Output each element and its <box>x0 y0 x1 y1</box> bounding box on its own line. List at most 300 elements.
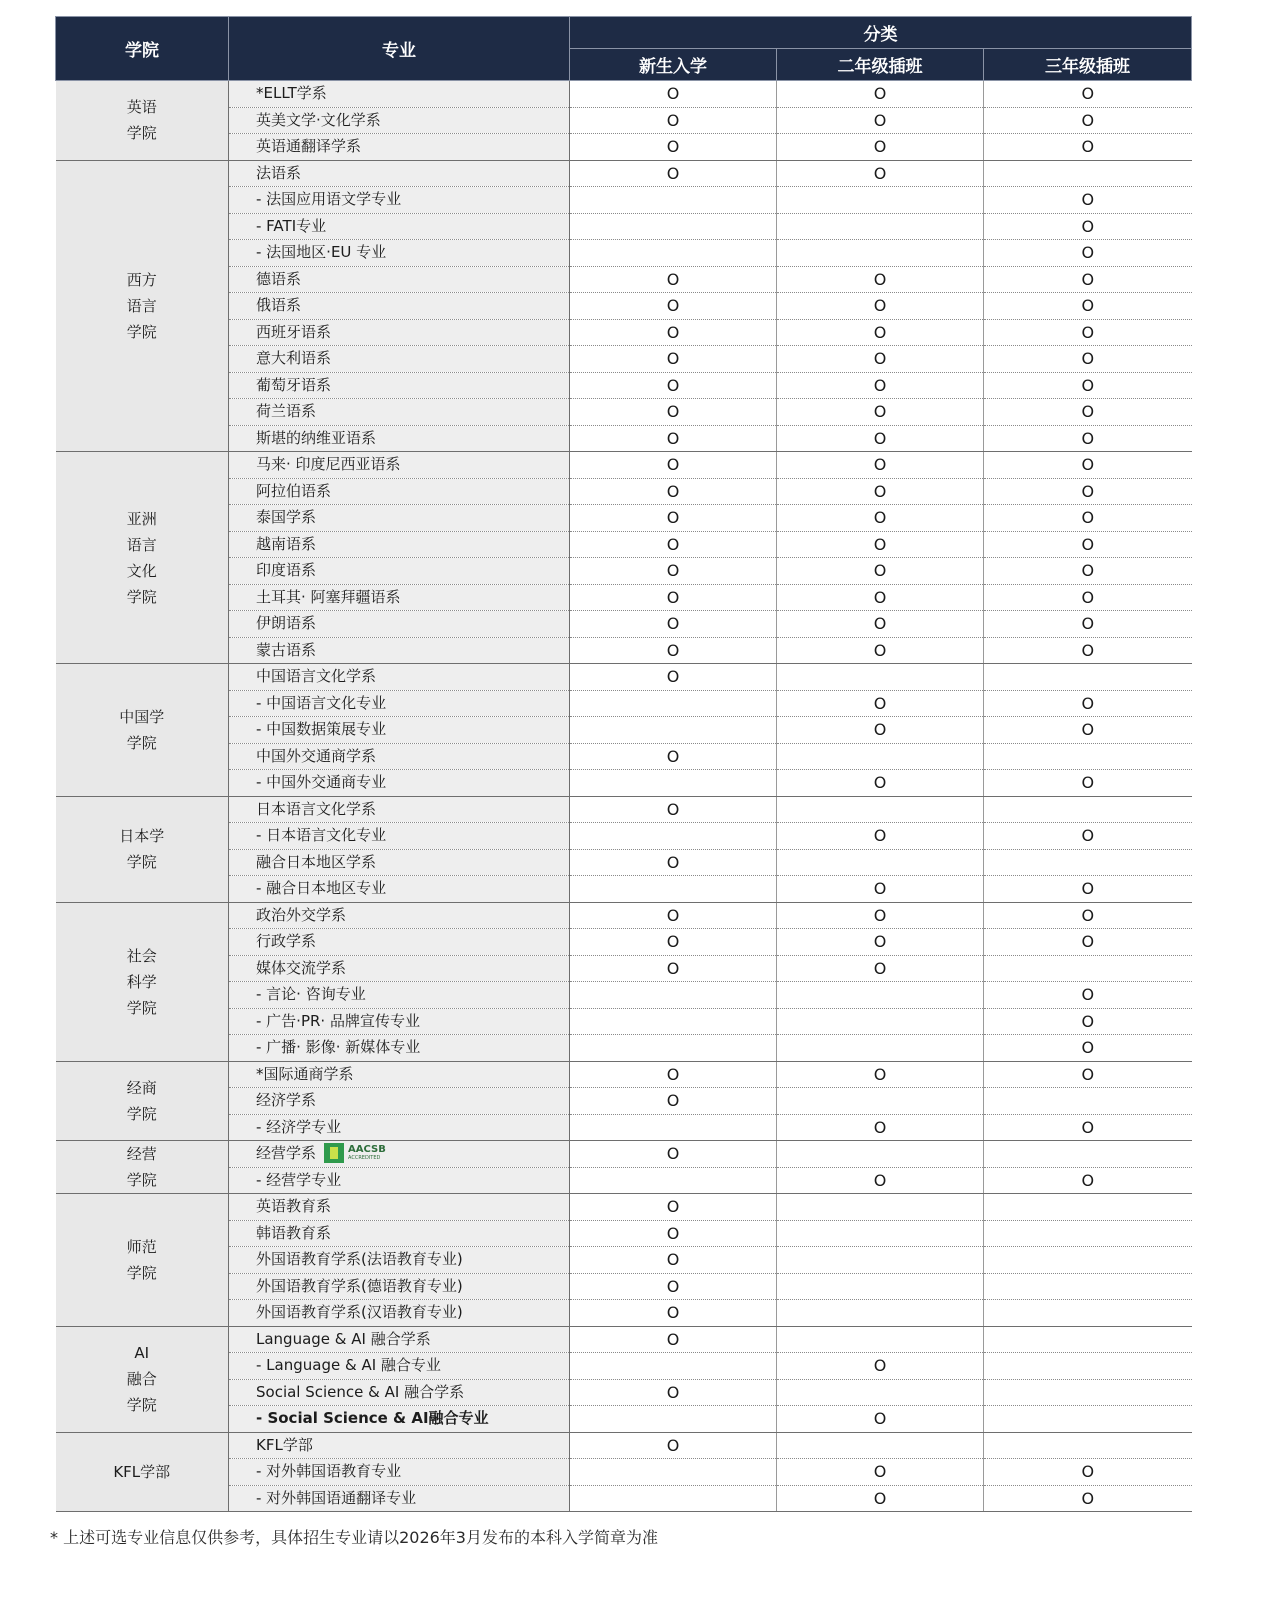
major-cell <box>229 134 570 161</box>
mark-freshman: O <box>570 902 777 929</box>
mark-year2: O <box>777 81 984 108</box>
mark-year3 <box>984 1300 1192 1327</box>
major-label: 英美文学·文化学系 <box>256 110 381 129</box>
mark-year3: O <box>984 452 1192 479</box>
major-cell <box>229 240 570 267</box>
major-label: 英语通翻译学系 <box>256 137 362 156</box>
mark-year2: O <box>777 319 984 346</box>
mark-freshman: O <box>570 425 777 452</box>
major-availability-table <box>55 16 1192 1512</box>
mark-freshman: O <box>570 1247 777 1274</box>
mark-year2 <box>777 187 984 214</box>
major-label: 土耳其· 阿塞拜疆语系 <box>256 587 401 606</box>
major-cell <box>229 1247 570 1274</box>
mark-year3: O <box>984 929 1192 956</box>
mark-year2: O <box>777 770 984 797</box>
major-cell <box>229 505 570 532</box>
major-label: 经营学系 <box>256 1144 317 1163</box>
major-label: 斯堪的纳维亚语系 <box>256 428 377 447</box>
mark-year3 <box>984 1220 1192 1247</box>
mark-year3 <box>984 1326 1192 1353</box>
aacsb-badge-icon <box>324 1143 386 1163</box>
mark-year2 <box>777 1300 984 1327</box>
major-label: 越南语系 <box>256 534 317 553</box>
mark-year2 <box>777 1141 984 1168</box>
mark-freshman: O <box>570 319 777 346</box>
mark-year3 <box>984 796 1192 823</box>
major-label: - 对外韩国语教育专业 <box>256 1462 402 1481</box>
mark-year3 <box>984 664 1192 691</box>
major-cell <box>229 187 570 214</box>
college-cell: 师范 学院 <box>56 1194 229 1327</box>
major-cell <box>229 1326 570 1353</box>
mark-year2: O <box>777 452 984 479</box>
major-label: 葡萄牙语系 <box>256 375 332 394</box>
mark-freshman: O <box>570 134 777 161</box>
mark-year2: O <box>777 505 984 532</box>
table-row <box>56 664 1192 691</box>
major-label: 韩语教育系 <box>256 1223 332 1242</box>
mark-freshman: O <box>570 929 777 956</box>
mark-year3: O <box>984 1167 1192 1194</box>
major-cell <box>229 107 570 134</box>
mark-year3: O <box>984 1035 1192 1062</box>
major-label: 阿拉伯语系 <box>256 481 332 500</box>
mark-year3: O <box>984 876 1192 903</box>
mark-freshman: O <box>570 531 777 558</box>
mark-freshman: O <box>570 81 777 108</box>
mark-year2: O <box>777 717 984 744</box>
major-label: 意大利语系 <box>256 349 332 368</box>
major-label: 中国外交通商学系 <box>256 746 377 765</box>
mark-freshman: O <box>570 1326 777 1353</box>
mark-year3: O <box>984 346 1192 373</box>
mark-year2: O <box>777 1485 984 1512</box>
mark-year2: O <box>777 1061 984 1088</box>
major-label: 印度语系 <box>256 561 317 580</box>
mark-year2 <box>777 1194 984 1221</box>
major-cell <box>229 293 570 320</box>
table-row <box>56 1061 1192 1088</box>
major-cell <box>229 1035 570 1062</box>
header-year2: 二年级插班 <box>777 49 984 81</box>
major-label: 政治外交学系 <box>256 905 347 924</box>
mark-year2: O <box>777 611 984 638</box>
mark-year2 <box>777 1432 984 1459</box>
mark-year3: O <box>984 690 1192 717</box>
mark-freshman: O <box>570 372 777 399</box>
major-label: - 法国地区·EU 专业 <box>256 243 387 262</box>
major-cell <box>229 823 570 850</box>
mark-freshman: O <box>570 505 777 532</box>
major-label: - 日本语言文化专业 <box>256 826 387 845</box>
table-row <box>56 1432 1192 1459</box>
table-row <box>56 160 1192 187</box>
mark-freshman: O <box>570 1379 777 1406</box>
major-label: - 中国外交通商专业 <box>256 773 387 792</box>
mark-year2 <box>777 240 984 267</box>
mark-freshman: O <box>570 796 777 823</box>
major-cell <box>229 1167 570 1194</box>
major-label: 泰国学系 <box>256 508 317 527</box>
major-cell <box>229 478 570 505</box>
mark-year2 <box>777 664 984 691</box>
mark-year2: O <box>777 1406 984 1433</box>
major-label: - 言论· 咨询专业 <box>256 985 366 1004</box>
mark-freshman <box>570 690 777 717</box>
badge-title: AACSB <box>348 1143 386 1155</box>
major-cell <box>229 849 570 876</box>
mark-year2: O <box>777 558 984 585</box>
mark-year3: O <box>984 187 1192 214</box>
mark-year2 <box>777 796 984 823</box>
mark-freshman <box>570 1008 777 1035</box>
mark-year2: O <box>777 1114 984 1141</box>
mark-year3: O <box>984 823 1192 850</box>
mark-freshman: O <box>570 107 777 134</box>
mark-freshman <box>570 1353 777 1380</box>
major-label: *国际通商学系 <box>256 1064 354 1083</box>
major-cell <box>229 1114 570 1141</box>
major-cell <box>229 160 570 187</box>
college-cell: 日本学 学院 <box>56 796 229 902</box>
mark-freshman <box>570 1167 777 1194</box>
mark-freshman <box>570 187 777 214</box>
mark-year3 <box>984 1194 1192 1221</box>
major-label: 伊朗语系 <box>256 614 317 633</box>
mark-year2: O <box>777 293 984 320</box>
major-cell <box>229 1485 570 1512</box>
major-cell <box>229 584 570 611</box>
major-label: - 中国语言文化专业 <box>256 693 387 712</box>
major-label: 行政学系 <box>256 932 317 951</box>
major-cell <box>229 902 570 929</box>
major-cell <box>229 1300 570 1327</box>
major-cell <box>229 346 570 373</box>
major-label: 媒体交流学系 <box>256 958 347 977</box>
mark-year2: O <box>777 1167 984 1194</box>
major-label: - FATI专业 <box>256 216 327 235</box>
mark-year2: O <box>777 399 984 426</box>
mark-year2: O <box>777 1353 984 1380</box>
table-body <box>56 81 1192 1512</box>
mark-freshman <box>570 1459 777 1486</box>
major-cell <box>229 1008 570 1035</box>
major-cell <box>229 213 570 240</box>
major-cell <box>229 637 570 664</box>
major-label: - 法国应用语文学专业 <box>256 190 402 209</box>
mark-freshman: O <box>570 478 777 505</box>
mark-freshman <box>570 1406 777 1433</box>
badge-subtitle: ACCREDITED <box>348 1154 381 1161</box>
mark-freshman <box>570 876 777 903</box>
major-label: - 经营学专业 <box>256 1170 342 1189</box>
mark-year3: O <box>984 1061 1192 1088</box>
mark-year2 <box>777 1326 984 1353</box>
major-cell <box>229 266 570 293</box>
major-label: KFL学部 <box>256 1435 313 1454</box>
footnote: * 上述可选专业信息仅供参考，具体招生专业请以2026年3月发布的本科入学简章为准 <box>50 1528 658 1547</box>
mark-year3 <box>984 1406 1192 1433</box>
major-cell <box>229 1061 570 1088</box>
mark-year2: O <box>777 372 984 399</box>
mark-year3: O <box>984 982 1192 1009</box>
major-label: 外国语教育学系(德语教育专业) <box>256 1276 463 1295</box>
major-cell <box>229 452 570 479</box>
mark-year2: O <box>777 346 984 373</box>
major-cell <box>229 1194 570 1221</box>
table-row <box>56 796 1192 823</box>
mark-year2: O <box>777 478 984 505</box>
major-cell <box>229 1353 570 1380</box>
mark-year3 <box>984 1432 1192 1459</box>
header-year3: 三年级插班 <box>984 49 1192 81</box>
mark-year3: O <box>984 584 1192 611</box>
major-label: - Language & AI 融合专业 <box>256 1356 441 1375</box>
major-cell <box>229 1088 570 1115</box>
major-label: 日本语言文化学系 <box>256 799 377 818</box>
mark-year3: O <box>984 505 1192 532</box>
table-row <box>56 81 1192 108</box>
mark-freshman: O <box>570 664 777 691</box>
college-cell: 西方 语言 学院 <box>56 160 229 452</box>
mark-freshman <box>570 823 777 850</box>
mark-year2: O <box>777 160 984 187</box>
mark-freshman <box>570 982 777 1009</box>
mark-year3: O <box>984 425 1192 452</box>
mark-freshman: O <box>570 584 777 611</box>
mark-year2: O <box>777 107 984 134</box>
major-label: - Social Science & AI融合专业 <box>256 1409 489 1428</box>
major-label: 马来· 印度尼西亚语系 <box>256 455 401 474</box>
major-cell <box>229 1406 570 1433</box>
table-row <box>56 1194 1192 1221</box>
major-label: 德语系 <box>256 269 302 288</box>
major-label: Language & AI 融合学系 <box>256 1329 431 1348</box>
mark-year2 <box>777 849 984 876</box>
major-cell <box>229 399 570 426</box>
major-cell <box>229 770 570 797</box>
major-label: - 广播· 影像· 新媒体专业 <box>256 1038 421 1057</box>
major-table-container <box>55 16 1191 1512</box>
mark-freshman <box>570 1035 777 1062</box>
major-cell <box>229 319 570 346</box>
table-row <box>56 452 1192 479</box>
major-cell <box>229 81 570 108</box>
mark-freshman: O <box>570 452 777 479</box>
mark-year3 <box>984 1379 1192 1406</box>
mark-freshman: O <box>570 1273 777 1300</box>
college-cell: 经营 学院 <box>56 1141 229 1194</box>
mark-freshman: O <box>570 743 777 770</box>
mark-freshman: O <box>570 1061 777 1088</box>
mark-year3 <box>984 849 1192 876</box>
major-cell <box>229 664 570 691</box>
mark-year2: O <box>777 531 984 558</box>
major-cell <box>229 1379 570 1406</box>
mark-year2: O <box>777 690 984 717</box>
major-label: *ELLT学系 <box>256 84 327 103</box>
major-cell <box>229 690 570 717</box>
major-label: - 经济学专业 <box>256 1117 342 1136</box>
mark-year3: O <box>984 134 1192 161</box>
mark-freshman: O <box>570 637 777 664</box>
major-cell <box>229 611 570 638</box>
mark-year2 <box>777 1273 984 1300</box>
major-cell <box>229 982 570 1009</box>
major-cell <box>229 929 570 956</box>
mark-freshman <box>570 717 777 744</box>
mark-year3 <box>984 1088 1192 1115</box>
mark-year3: O <box>984 531 1192 558</box>
mark-year3: O <box>984 107 1192 134</box>
mark-freshman: O <box>570 1432 777 1459</box>
mark-year3 <box>984 160 1192 187</box>
major-cell <box>229 743 570 770</box>
mark-year3 <box>984 955 1192 982</box>
mark-year2: O <box>777 637 984 664</box>
major-cell <box>229 372 570 399</box>
mark-year2: O <box>777 584 984 611</box>
major-label: 中国语言文化学系 <box>256 667 377 686</box>
mark-year3: O <box>984 319 1192 346</box>
major-cell <box>229 1459 570 1486</box>
mark-year3: O <box>984 558 1192 585</box>
major-label: 俄语系 <box>256 296 302 315</box>
header-freshman: 新生入学 <box>570 49 777 81</box>
mark-freshman: O <box>570 1220 777 1247</box>
major-cell <box>229 1432 570 1459</box>
mark-year3: O <box>984 478 1192 505</box>
mark-year3 <box>984 743 1192 770</box>
mark-year3: O <box>984 902 1192 929</box>
mark-year3: O <box>984 213 1192 240</box>
mark-freshman <box>570 770 777 797</box>
mark-year3: O <box>984 240 1192 267</box>
college-cell: 亚洲 语言 文化 学院 <box>56 452 229 664</box>
college-cell: KFL学部 <box>56 1432 229 1512</box>
mark-year2 <box>777 1008 984 1035</box>
mark-year3: O <box>984 1008 1192 1035</box>
mark-year3: O <box>984 770 1192 797</box>
major-label: 蒙古语系 <box>256 640 317 659</box>
mark-freshman: O <box>570 558 777 585</box>
college-cell: 英语 学院 <box>56 81 229 161</box>
mark-year2: O <box>777 266 984 293</box>
mark-freshman <box>570 1485 777 1512</box>
major-label: 法语系 <box>256 163 302 182</box>
major-cell <box>229 1141 570 1168</box>
mark-freshman: O <box>570 293 777 320</box>
mark-freshman: O <box>570 1141 777 1168</box>
mark-year3: O <box>984 1459 1192 1486</box>
major-cell <box>229 955 570 982</box>
mark-year3 <box>984 1273 1192 1300</box>
header-major: 专业 <box>229 17 570 81</box>
mark-year3: O <box>984 293 1192 320</box>
mark-year2: O <box>777 955 984 982</box>
college-cell: 中国学 学院 <box>56 664 229 797</box>
major-cell <box>229 1220 570 1247</box>
mark-year3 <box>984 1141 1192 1168</box>
mark-year2: O <box>777 929 984 956</box>
major-label: Social Science & AI 融合学系 <box>256 1382 465 1401</box>
mark-year3: O <box>984 399 1192 426</box>
major-cell <box>229 425 570 452</box>
college-cell: 经商 学院 <box>56 1061 229 1141</box>
major-label: 融合日本地区学系 <box>256 852 377 871</box>
mark-freshman: O <box>570 955 777 982</box>
mark-freshman: O <box>570 1194 777 1221</box>
mark-year2 <box>777 1247 984 1274</box>
mark-year2 <box>777 982 984 1009</box>
table-row <box>56 1141 1192 1168</box>
mark-year3: O <box>984 611 1192 638</box>
mark-year3 <box>984 1247 1192 1274</box>
mark-year3: O <box>984 717 1192 744</box>
mark-year3 <box>984 1353 1192 1380</box>
mark-year2: O <box>777 823 984 850</box>
mark-freshman: O <box>570 1300 777 1327</box>
major-label: - 对外韩国语通翻译专业 <box>256 1488 417 1507</box>
mark-freshman: O <box>570 160 777 187</box>
mark-year2: O <box>777 902 984 929</box>
major-cell <box>229 717 570 744</box>
mark-year2 <box>777 1220 984 1247</box>
major-label: - 中国数据策展专业 <box>256 720 387 739</box>
major-label: - 融合日本地区专业 <box>256 879 387 898</box>
mark-year2 <box>777 1088 984 1115</box>
mark-year2: O <box>777 1459 984 1486</box>
mark-year3: O <box>984 637 1192 664</box>
mark-freshman <box>570 240 777 267</box>
mark-year3: O <box>984 372 1192 399</box>
major-label: 经济学系 <box>256 1091 317 1110</box>
mark-freshman: O <box>570 399 777 426</box>
major-label: 荷兰语系 <box>256 402 317 421</box>
mark-year2 <box>777 743 984 770</box>
college-cell: 社会 科学 学院 <box>56 902 229 1061</box>
mark-freshman <box>570 1114 777 1141</box>
mark-year3: O <box>984 266 1192 293</box>
major-label: - 广告·PR· 品牌宣传专业 <box>256 1011 420 1030</box>
major-label: 西班牙语系 <box>256 322 332 341</box>
mark-freshman: O <box>570 1088 777 1115</box>
major-label: 外国语教育学系(汉语教育专业) <box>256 1303 463 1322</box>
table-header <box>56 17 1192 81</box>
mark-year2: O <box>777 876 984 903</box>
mark-freshman: O <box>570 849 777 876</box>
table-row <box>56 902 1192 929</box>
mark-freshman <box>570 213 777 240</box>
mark-freshman: O <box>570 266 777 293</box>
major-cell <box>229 796 570 823</box>
college-cell: AI 融合 学院 <box>56 1326 229 1432</box>
header-category: 分类 <box>570 17 1192 49</box>
mark-freshman: O <box>570 611 777 638</box>
major-cell <box>229 531 570 558</box>
major-cell <box>229 1273 570 1300</box>
mark-year2: O <box>777 134 984 161</box>
major-cell <box>229 558 570 585</box>
major-label: 外国语教育学系(法语教育专业) <box>256 1250 463 1269</box>
mark-freshman: O <box>570 346 777 373</box>
mark-year2 <box>777 213 984 240</box>
major-cell <box>229 876 570 903</box>
mark-year2 <box>777 1379 984 1406</box>
table-row <box>56 1326 1192 1353</box>
mark-year2: O <box>777 425 984 452</box>
